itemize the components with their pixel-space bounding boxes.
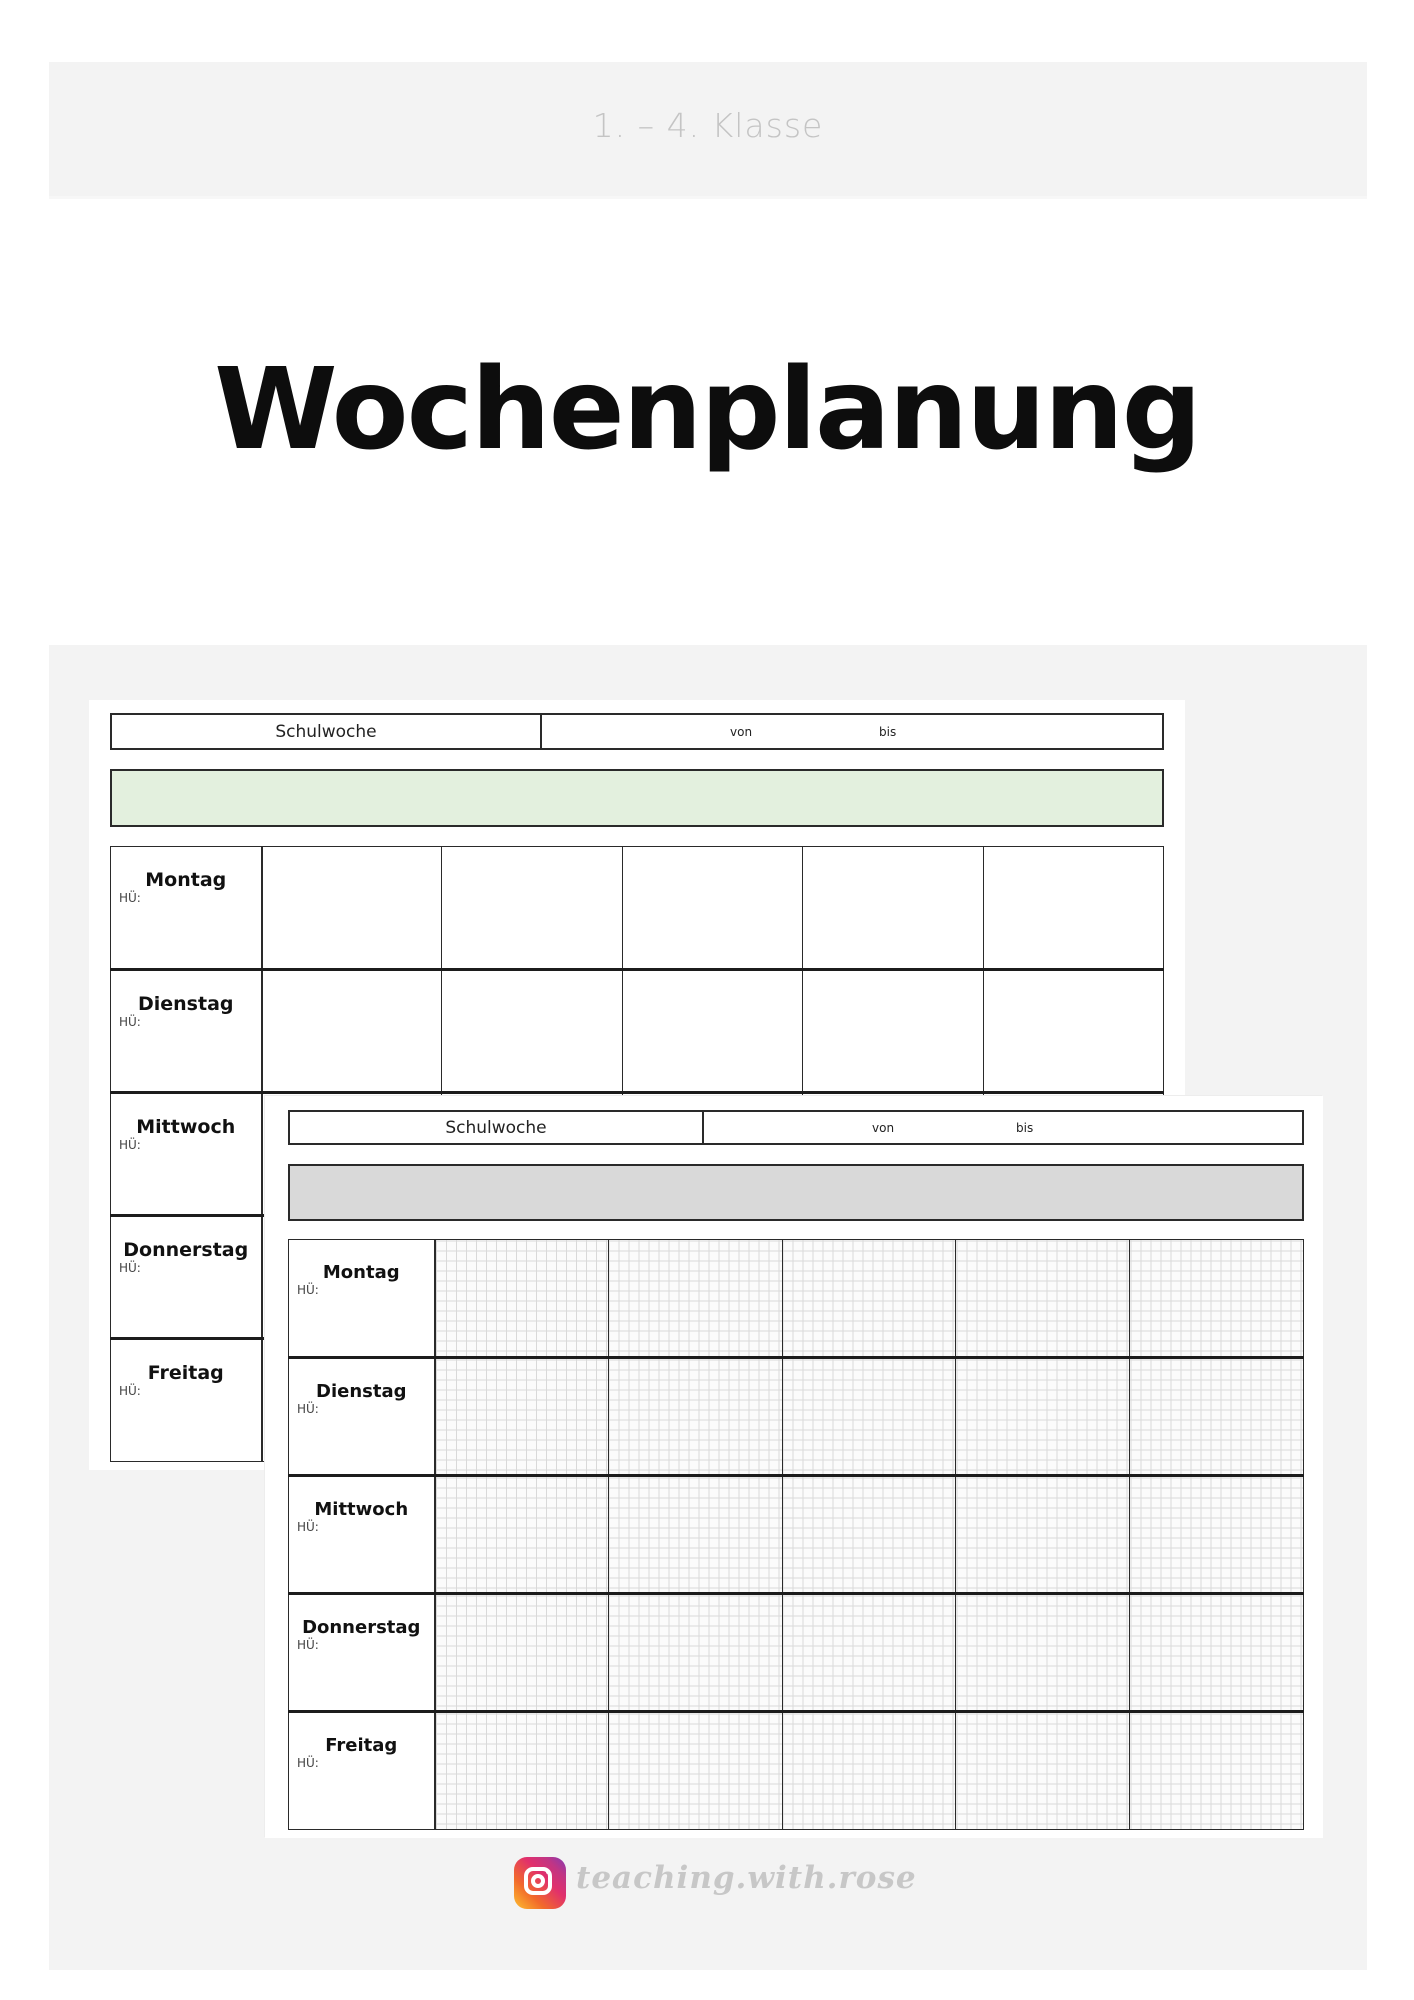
grid-cell — [435, 1476, 609, 1594]
table-row — [111, 970, 1164, 1093]
grid-cell — [608, 1358, 782, 1476]
day-name: Mittwoch — [136, 1116, 236, 1138]
grid-cell — [435, 1712, 609, 1830]
grid-cell — [608, 1476, 782, 1594]
homework-label: HÜ: — [297, 1520, 319, 1534]
day-name: Freitag — [147, 1362, 224, 1384]
table-row — [111, 847, 1164, 970]
grid-cell — [1130, 1358, 1304, 1476]
table-row — [289, 1240, 1304, 1358]
lesson-cell — [442, 970, 622, 1093]
homework-label: HÜ: — [119, 891, 141, 905]
grid-cell — [956, 1712, 1130, 1830]
grade-range: 1. – 4. Klasse — [592, 106, 824, 145]
lesson-cell — [622, 847, 802, 970]
lesson-cell — [803, 847, 983, 970]
grid-cell — [1130, 1712, 1304, 1830]
to-label: bis — [879, 724, 897, 739]
grid-cell — [1130, 1240, 1304, 1358]
week-bar — [288, 1110, 1304, 1145]
grid-cell — [782, 1240, 956, 1358]
grid-cell — [435, 1240, 609, 1358]
grid-cell — [782, 1712, 956, 1830]
date-range-field — [542, 715, 1162, 748]
week-label: Schulwoche — [112, 715, 542, 748]
day-name: Freitag — [325, 1735, 398, 1756]
day-cell — [289, 1712, 435, 1830]
lesson-cell — [803, 970, 983, 1093]
date-range-field — [704, 1112, 1302, 1143]
header-band — [49, 62, 1367, 199]
homework-label: HÜ: — [119, 1138, 141, 1152]
week-bar — [110, 713, 1164, 750]
week-label: Schulwoche — [290, 1112, 704, 1143]
day-cell — [111, 847, 262, 970]
homework-label: HÜ: — [297, 1283, 319, 1297]
from-label: von — [730, 724, 753, 739]
grid-cell — [956, 1240, 1130, 1358]
homework-label: HÜ: — [119, 1384, 141, 1398]
grid-cell — [1130, 1594, 1304, 1712]
homework-label: HÜ: — [297, 1402, 319, 1416]
grid-cell — [956, 1358, 1130, 1476]
to-label: bis — [1016, 1120, 1034, 1135]
day-name: Montag — [322, 1262, 400, 1283]
lesson-cell — [983, 970, 1163, 1093]
instagram-handle[interactable]: teaching.with.rose — [576, 1860, 917, 1896]
page-title: Wochenplanung — [214, 345, 1200, 475]
worksheet-preview-grid — [265, 1096, 1323, 1838]
table-row — [289, 1712, 1304, 1830]
day-cell — [289, 1594, 435, 1712]
grid-cell — [782, 1358, 956, 1476]
grid-cell — [1130, 1476, 1304, 1594]
day-name: Donnerstag — [302, 1617, 421, 1638]
day-cell — [111, 1093, 262, 1216]
day-cell — [289, 1240, 435, 1358]
day-name: Dienstag — [316, 1381, 407, 1402]
day-cell — [111, 1339, 262, 1462]
grid-cell — [435, 1358, 609, 1476]
day-name: Mittwoch — [314, 1499, 409, 1520]
table-row — [289, 1476, 1304, 1594]
lesson-cell — [262, 970, 442, 1093]
table-row — [289, 1594, 1304, 1712]
homework-label: HÜ: — [297, 1638, 319, 1652]
from-label: von — [872, 1120, 895, 1135]
grid-cell — [435, 1594, 609, 1712]
day-cell — [111, 1216, 262, 1339]
lesson-cell — [262, 847, 442, 970]
grid-cell — [608, 1594, 782, 1712]
grid-cell — [782, 1594, 956, 1712]
day-cell — [289, 1358, 435, 1476]
grid-cell — [608, 1712, 782, 1830]
day-name: Donnerstag — [123, 1239, 249, 1261]
grid-cell — [956, 1594, 1130, 1712]
day-cell — [289, 1476, 435, 1594]
table-row — [289, 1358, 1304, 1476]
lesson-cell — [622, 970, 802, 1093]
homework-label: HÜ: — [119, 1015, 141, 1029]
week-schedule-table — [288, 1239, 1304, 1830]
homework-label: HÜ: — [119, 1261, 141, 1275]
color-band — [288, 1164, 1304, 1221]
grid-cell — [608, 1240, 782, 1358]
homework-label: HÜ: — [297, 1756, 319, 1770]
grid-cell — [782, 1476, 956, 1594]
grid-cell — [956, 1476, 1130, 1594]
day-name: Montag — [145, 869, 227, 891]
lesson-cell — [442, 847, 622, 970]
day-name: Dienstag — [137, 993, 234, 1015]
day-cell — [111, 970, 262, 1093]
color-band — [110, 769, 1164, 827]
instagram-icon[interactable] — [514, 1857, 566, 1909]
lesson-cell — [983, 847, 1163, 970]
